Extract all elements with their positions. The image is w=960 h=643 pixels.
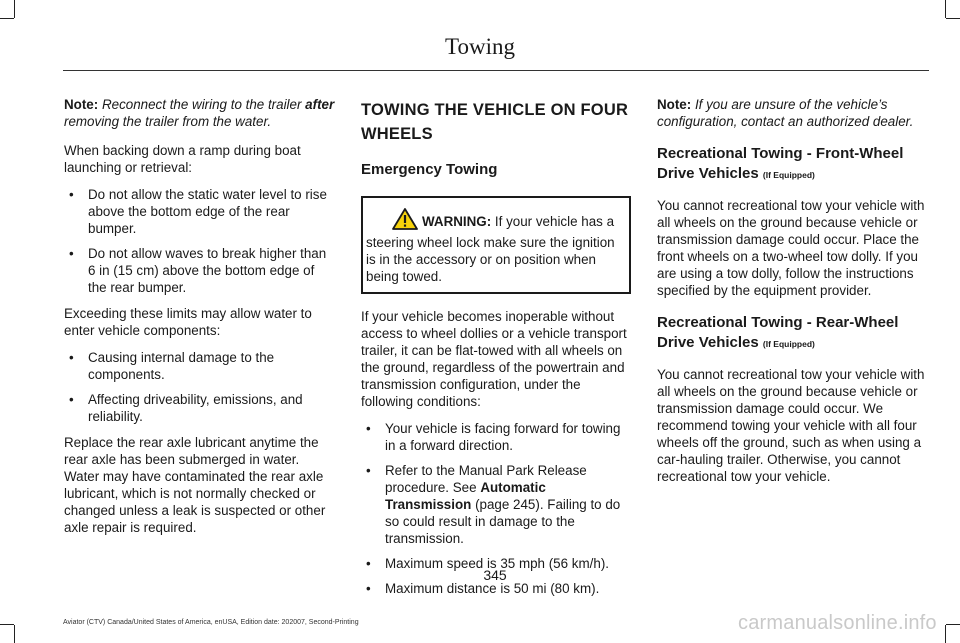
warning-label: WARNING: — [422, 214, 492, 229]
column-left — [64, 96, 336, 546]
paragraph: Exceeding these limits may allow water to enter vehicle components: — [64, 306, 312, 338]
list-item: • Refer to the Manual Park Release procedure. See Automatic Transmission (page 245). Failing to do so could result in damage to the transmission. — [361, 462, 631, 547]
warning-box — [361, 196, 631, 294]
cross-reference-link[interactable]: Automatic Transmission — [385, 480, 546, 512]
paragraph: If your vehicle becomes inoperable without access to wheel dollies or a vehicle transport trailer, it can be flat-towed with all wheels on the ground, regardless of the powertrain and transmission configuration, under the following conditions: — [361, 309, 627, 409]
list-item: • Causing internal damage to the components. — [64, 349, 336, 383]
note-text: removing the trailer from the water. — [64, 114, 272, 129]
list-item: • Maximum speed is 35 mph (56 km/h). — [361, 555, 631, 572]
note-text: If you are unsure of the vehicle’s configuration, contact an authorized dealer. — [657, 97, 914, 129]
subheading-rear-wheel-drive: Recreational Towing - Rear-Wheel Drive Vehicles (If Equipped) — [657, 314, 899, 351]
crop-mark — [946, 624, 960, 625]
section-title: TOWING THE VEHICLE ON FOUR WHEELS — [361, 101, 629, 143]
paragraph: You cannot recreational tow your vehicle with all wheels on the ground because vehicle or transmission damage could occur. We recommend towing your vehicle with all four wheels off the ground, such as when using a car-hauling trailer. Otherwise, you cannot recreational tow your vehicle. — [657, 367, 925, 484]
crop-mark — [0, 18, 14, 19]
list-item: • Do not allow waves to break higher than 6 in (15 cm) above the bottom edge of the rear bumper. — [64, 245, 336, 296]
note-label: Note: — [657, 97, 692, 112]
note-reconnect-wiring — [64, 96, 336, 130]
if-equipped-tag: (If Equipped) — [762, 170, 815, 180]
note-dealer — [657, 96, 929, 130]
crop-mark — [0, 624, 14, 625]
list-item: • Do not allow the static water level to rise above the bottom edge of the rear bumper. — [64, 186, 336, 237]
crop-mark — [14, 625, 15, 643]
edition-footer: Aviator (CTV) Canada/United States of America, enUSA, Edition date: 202007, Second-Printing — [63, 619, 359, 626]
crop-mark — [945, 625, 946, 643]
paragraph: You cannot recreational tow your vehicle with all wheels on the ground because vehicle or transmission damage could occur. Place the front wheels on a two-wheel tow dolly. If you are using a tow dolly, follow the instructions specified by the equipment provider. — [657, 198, 925, 298]
paragraph: When backing down a ramp during boat launching or retrieval: — [64, 143, 301, 175]
crop-mark — [945, 0, 946, 18]
note-text: Reconnect the wiring to the trailer — [101, 97, 302, 112]
page-title: Towing — [445, 34, 515, 59]
bullet-list — [64, 186, 336, 296]
crop-mark — [946, 18, 960, 19]
column-right — [657, 96, 929, 495]
column-middle — [361, 98, 631, 606]
list-item: • Your vehicle is facing forward for towing in a forward direction. — [361, 420, 631, 454]
note-label: Note: — [64, 97, 99, 112]
page-number: 345 — [483, 567, 507, 583]
list-item: • Maximum distance is 50 mi (80 km). — [361, 580, 631, 597]
list-item: • Affecting driveability, emissions, and reliability. — [64, 391, 336, 425]
header-divider — [63, 70, 929, 71]
warning-text: If your vehicle has a steering wheel lock make sure the ignition is in the accessory or on position when being towed. — [366, 214, 615, 284]
if-equipped-tag: (If Equipped) — [762, 339, 815, 349]
paragraph: Replace the rear axle lubricant anytime the rear axle has been submerged in water. Water may have contaminated the rear axle lubricant, which is not normally checked or changed unless a leak is suspected or other axle repair is required. — [64, 435, 326, 535]
note-emphasis: after — [305, 97, 335, 112]
subheading-emergency-towing: Emergency Towing — [361, 161, 498, 178]
crop-mark — [14, 0, 15, 18]
subheading-front-wheel-drive: Recreational Towing - Front-Wheel Drive Vehicles (If Equipped) — [657, 145, 904, 182]
bullet-list — [64, 349, 336, 425]
watermark: carmanualsonline.info — [738, 612, 937, 634]
warning-triangle-icon — [392, 208, 418, 234]
